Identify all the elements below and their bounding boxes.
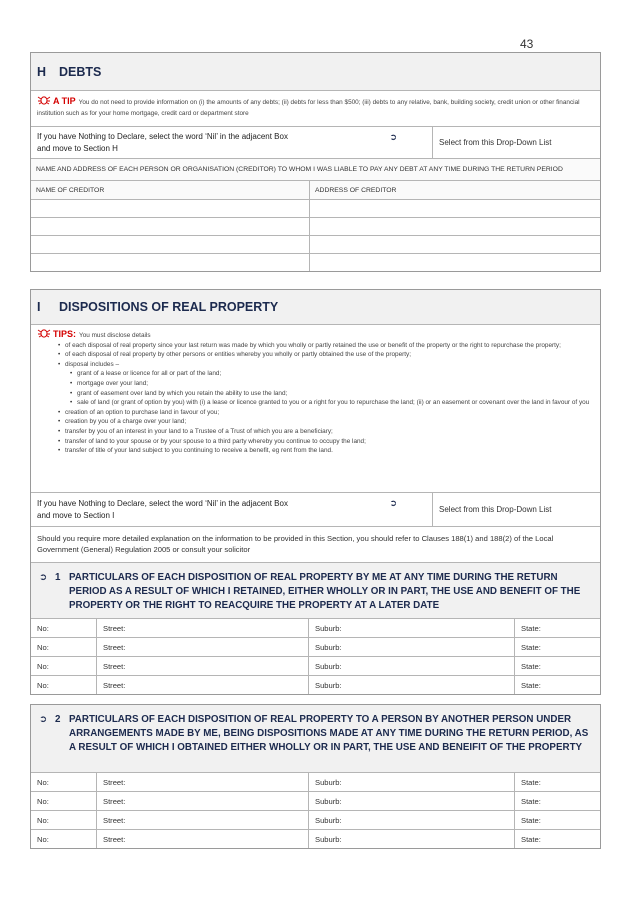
creditor-heading: NAME AND ADDRESS OF EACH PERSON OR ORGANISATION (CREDITOR) TO WHOM I WAS LIABLE TO PAY ANY DEBT AT ANY TIME DURING THE RETURN PERIOD	[31, 158, 600, 180]
address-row	[31, 791, 600, 810]
arrow-right-icon: ➲	[389, 498, 397, 508]
state-cell[interactable]: State:	[521, 815, 541, 825]
creditor-name-cell[interactable]	[31, 236, 310, 253]
arrow-right-icon: ➲	[389, 132, 397, 142]
street-cell[interactable]: Street:	[97, 619, 309, 637]
nil-instruction	[31, 493, 433, 526]
tips-intro: You must disclose details	[79, 332, 151, 339]
col-address-of-creditor: ADDRESS OF CREDITOR	[315, 186, 397, 194]
suburb-cell[interactable]: Suburb:	[309, 638, 515, 656]
sub-tip-item: • grant of a lease or licence for all or part of the land;	[77, 369, 594, 379]
creditor-row	[31, 253, 600, 271]
bug-icon	[37, 95, 51, 105]
suburb-cell[interactable]: Suburb:	[309, 619, 515, 637]
tip-label: A TIP	[53, 96, 76, 106]
arrow-right-icon: ➲	[39, 714, 48, 725]
page-number: 43	[520, 37, 534, 51]
col-name-of-creditor: NAME OF CREDITOR	[31, 181, 310, 199]
part-number: 2	[55, 714, 61, 725]
section-h-header	[31, 53, 600, 90]
bug-icon	[37, 328, 51, 338]
state-cell[interactable]: State:	[521, 623, 541, 633]
tips-list	[37, 341, 594, 456]
creditor-row	[31, 199, 600, 217]
creditor-name-cell[interactable]	[31, 254, 310, 271]
nil-dropdown[interactable]: Select from this Drop-Down List	[439, 138, 552, 147]
section-i-dispositions	[30, 289, 601, 695]
address-row	[31, 810, 600, 829]
arrow-right-icon: ➲	[39, 572, 48, 583]
state-cell[interactable]: State:	[521, 680, 541, 690]
state-cell[interactable]: State:	[521, 796, 541, 806]
tip-text: You do not need to provide information on (i) the amounts of any debts; (ii) debts for less than $500; (iii) debts to any relative, bank, building society, credit union or other financial institution such as for your home mortgage, credit card or department store	[37, 99, 580, 117]
no-cell[interactable]: No:	[31, 792, 97, 810]
nil-instruction-line: and move to Section H	[37, 144, 118, 153]
street-cell[interactable]: Street:	[97, 657, 309, 675]
part-2-section	[30, 704, 601, 849]
sub-tip-item: • sale of land (or grant of option by you) with (i) a lease or licence granted to you or a right for you to repurchase the land; (ii) or an easement or covenant over the land in favour of you	[77, 398, 594, 408]
section-i-header	[31, 290, 600, 324]
tip-item: • creation by you of a charge over your land;	[65, 417, 594, 427]
section-title: DISPOSITIONS OF REAL PROPERTY	[59, 300, 279, 314]
sub-tip-container	[65, 369, 594, 407]
tip-item: • of each disposal of real property since your last return was made by which you wholly or partly retained the use or benefit of the property or the right to repurchase the property;	[65, 341, 594, 351]
suburb-cell[interactable]: Suburb:	[309, 792, 515, 810]
no-cell[interactable]: No:	[31, 773, 97, 791]
street-cell[interactable]: Street:	[97, 773, 309, 791]
creditor-row	[31, 235, 600, 253]
suburb-cell[interactable]: Suburb:	[309, 830, 515, 848]
section-i-note: Should you require more detailed explanation on the information to be provided in this Section, you should refer to Clauses 188(1) and 188(2) of the Local Government (General) Regulation 2005 or consult your solicitor	[31, 526, 600, 562]
address-row	[31, 675, 600, 694]
suburb-cell[interactable]: Suburb:	[309, 811, 515, 829]
part-number: 1	[55, 572, 61, 583]
nil-instruction-line: If you have Nothing to Declare, select the word ‘Nil’ in the adjacent Box	[37, 132, 288, 141]
nil-instruction-line: and move to Section I	[37, 511, 115, 520]
suburb-cell[interactable]: Suburb:	[309, 676, 515, 694]
nil-instruction	[31, 127, 433, 158]
tip-item: • disposal includes –	[65, 360, 594, 370]
sub-tip-item: • grant of easement over land by which you retain the ability to use the land;	[77, 389, 594, 399]
street-cell[interactable]: Street:	[97, 792, 309, 810]
address-row	[31, 637, 600, 656]
state-cell[interactable]: State:	[521, 661, 541, 671]
creditor-name-cell[interactable]	[31, 218, 310, 235]
suburb-cell[interactable]: Suburb:	[309, 773, 515, 791]
state-cell[interactable]: State:	[521, 834, 541, 844]
tip-item: • transfer of title of your land subject to you continuing to receive a benefit, eg rent from the land.	[65, 446, 594, 456]
no-cell[interactable]: No:	[31, 830, 97, 848]
address-row	[31, 829, 600, 848]
part-1-heading	[31, 562, 600, 618]
nil-declare-row	[31, 492, 600, 526]
tip-item: • creation of an option to purchase land in favour of you;	[65, 408, 594, 418]
street-cell[interactable]: Street:	[97, 676, 309, 694]
no-cell[interactable]: No:	[31, 811, 97, 829]
tip-item: • transfer by you of an interest in your land to a Trustee of a Trust of which you are a beneficiary;	[65, 427, 594, 437]
tip-item: • transfer of land to your spouse or by your spouse to a third party whereby you continue to occupy the land;	[65, 437, 594, 447]
section-title: DEBTS	[59, 64, 102, 79]
creditor-address-cell[interactable]	[310, 200, 600, 217]
part-2-heading	[31, 705, 600, 772]
part-title: PARTICULARS OF EACH DISPOSITION OF REAL PROPERTY TO A PERSON BY ANOTHER PERSON UNDER ARRANGEMENTS MADE BY ME, BEING DISPOSITIONS MADE AT ANY TIME DURING THE RETURN PERIOD, AS A RESULT OF WHICH I OBTAINED EITHER WHOLLY OR IN PART, THE USE AND BENEIFIT OF THE PROPERTY	[69, 714, 589, 753]
nil-instruction-line: If you have Nothing to Declare, select the word ‘Nil’ in the adjacent Box	[37, 499, 288, 508]
section-h-debts	[30, 52, 601, 272]
nil-declare-row	[31, 126, 600, 158]
no-cell[interactable]: No:	[31, 676, 97, 694]
creditor-address-cell[interactable]	[310, 236, 600, 253]
state-cell[interactable]: State:	[521, 777, 541, 787]
creditor-name-cell[interactable]	[31, 200, 310, 217]
creditor-columns	[31, 180, 600, 199]
street-cell[interactable]: Street:	[97, 811, 309, 829]
street-cell[interactable]: Street:	[97, 638, 309, 656]
address-row	[31, 656, 600, 675]
tip-item: • of each disposal of real property by other persons or entities whereby you wholly or partly obtained the use of the property;	[65, 350, 594, 360]
address-row	[31, 772, 600, 791]
tips-box	[31, 324, 600, 492]
no-cell[interactable]: No:	[31, 619, 97, 637]
sub-tip-item: • mortgage over your land;	[77, 379, 594, 389]
section-letter: H	[37, 64, 47, 79]
creditor-row	[31, 217, 600, 235]
tip-box	[31, 90, 600, 126]
street-cell[interactable]: Street:	[97, 830, 309, 848]
state-cell[interactable]: State:	[521, 642, 541, 652]
suburb-cell[interactable]: Suburb:	[309, 657, 515, 675]
section-letter: I	[37, 300, 41, 314]
nil-dropdown[interactable]: Select from this Drop-Down List	[439, 505, 552, 514]
no-cell[interactable]: No:	[31, 638, 97, 656]
creditor-address-cell[interactable]	[310, 218, 600, 235]
tips-label: TIPS:	[53, 329, 77, 339]
address-row	[31, 618, 600, 637]
part-title: PARTICULARS OF EACH DISPOSITION OF REAL PROPERTY BY ME AT ANY TIME DURING THE RETURN PERIOD AS A RESULT OF WHICH I RETAINED, EITHER WHOLLY OR IN PART, THE USE AND BENEFIT OF THE PROPERTY OR THE RIGHT TO REACQUIRE THE PROPERTY AT A LATER DATE	[69, 572, 581, 611]
no-cell[interactable]: No:	[31, 657, 97, 675]
creditor-address-cell[interactable]	[310, 254, 600, 271]
